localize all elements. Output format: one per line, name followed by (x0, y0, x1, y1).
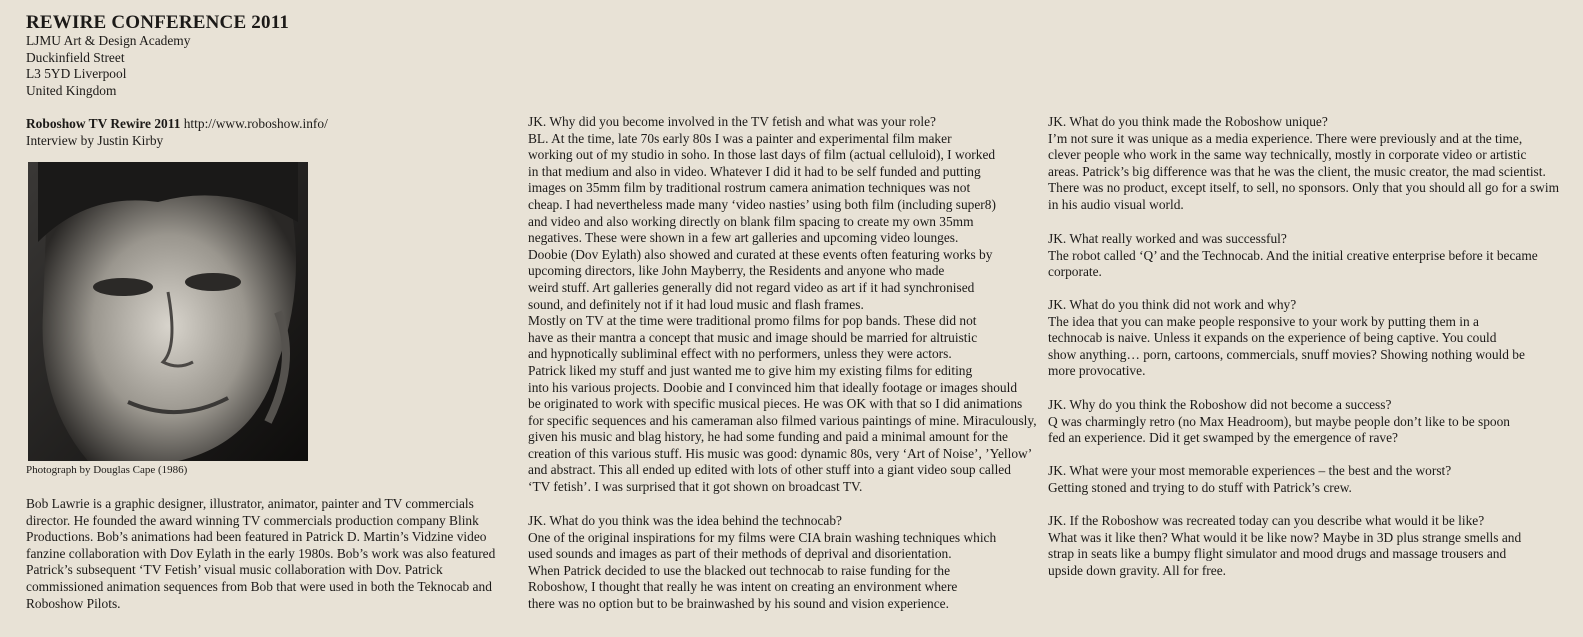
text-line: and abstract. This all ended up edited with lots of other stuff into a giant video soup called (528, 462, 1011, 478)
text-line: and video and also working directly on blank film spacing to create my own 35mm (528, 213, 974, 229)
text-line: One of the original inspirations for my films were CIA brain washing techniques which (528, 529, 997, 545)
interview-answer-memorable (1048, 463, 1451, 496)
question-line: JK. If the Roboshow was recreated today can you describe what would it be like? (1048, 513, 1485, 528)
text-line: corporate. (1048, 264, 1102, 280)
text-line: clever people who work in the same way technically, mostly in corporate video or artistic (1048, 147, 1527, 163)
website-link[interactable]: http://www.roboshow.info/ (180, 116, 328, 131)
interview-answer-unique (1048, 114, 1559, 214)
question-line: JK. What do you think did not work and why? (1048, 297, 1297, 312)
question-line: JK. Why did you become involved in the TV fetish and what was your role? (528, 114, 936, 129)
text-line: Roboshow, I thought that really he was intent on creating an environment where (528, 579, 958, 595)
interview-answer-tv-fetish (528, 114, 1037, 496)
question-line: JK. What do you think was the idea behind the technocab? (528, 513, 842, 528)
interview-answer-success (1048, 231, 1538, 281)
text-line: BL. At the time, late 70s early 80s I was a painter and experimental film maker (528, 130, 952, 146)
question-line: JK. What really worked and was successful? (1048, 231, 1287, 246)
interview-heading (26, 116, 328, 149)
question-line: JK. Why do you think the Roboshow did not become a success? (1048, 397, 1392, 412)
text-line: images on 35mm film by traditional rostrum camera animation techniques was not (528, 180, 971, 196)
text-line: in that medium and also in video. Whatever I did it had to be self funded and putting (528, 163, 981, 179)
text-line: Doobie (Dov Eylath) also showed and curated at these events often featuring works by (528, 246, 993, 262)
text-line: Getting stoned and trying to do stuff with Patrick’s crew. (1048, 479, 1352, 495)
text-line: I’m not sure it was unique as a media experience. There were previously and at the time, (1048, 130, 1523, 146)
text-line: negatives. These were shown in a few art galleries and upcoming video lounges. (528, 230, 959, 246)
text-line: and hypnotically subliminal effect with no performers, unless they were actors. (528, 346, 952, 362)
text-line: there was no option but to be brainwashed by his sound and vision experience. (528, 595, 949, 611)
address-line: Duckinfield Street (26, 49, 125, 65)
text-line: cheap. I had nevertheless made many ‘video nasties’ using both film (including super8) (528, 196, 996, 212)
address-line: United Kingdom (26, 82, 117, 98)
text-line: Patrick liked my stuff and just wanted me to give him my existing films for editing (528, 362, 973, 378)
interview-answer-no-success (1048, 397, 1510, 447)
question-line: JK. What do you think made the Roboshow unique? (1048, 114, 1328, 129)
text-line: weird stuff. Art galleries generally did not regard video as art if it had synchronised (528, 279, 975, 295)
text-line: There was no product, except itself, to sell, no sponsors. Only that you should all go for a swim (1048, 180, 1559, 196)
text-line: areas. Patrick’s big difference was that he was the client, the music creator, the mad scientist. (1048, 163, 1546, 179)
text-line: upcoming directors, like John Mayberry, the Residents and anyone who made (528, 263, 945, 279)
address-line: L3 5YD Liverpool (26, 66, 127, 82)
interview-answer-recreated (1048, 513, 1521, 579)
text-line: working out of my studio in soho. In those last days of film (actual celluloid), I worked (528, 147, 996, 163)
text-line: given his music and blag history, he had some funding and paid a minimal amount for the (528, 429, 1008, 445)
text-line: for specific sequences and his cameraman also filmed various paintings of mine. Miraculously, (528, 412, 1037, 428)
text-line: The robot called ‘Q’ and the Technocab. And the initial creative enterprise before it became (1048, 247, 1538, 263)
text-line: more provocative. (1048, 363, 1146, 379)
portrait-photo (28, 162, 308, 461)
address-line: LJMU Art & Design Academy (26, 33, 191, 48)
text-line: be originated to work with specific musical pieces. He was OK with that so I did animations (528, 396, 1023, 412)
text-line: have as their mantra a concept that music and image should be married for altruistic (528, 329, 978, 345)
text-line: technocab is naive. Unless it expands on the experience of being captive. You could (1048, 330, 1497, 346)
portrait-illustration (28, 162, 308, 461)
text-line: creation of this various stuff. His music was good: dynamic 80s, very ‘Art of Noise’, ’Yellow’ (528, 445, 1033, 461)
text-line: The idea that you can make people responsive to your work by putting them in a (1048, 313, 1479, 329)
text-line: When Patrick decided to use the blacked out technocab to raise funding for the (528, 562, 951, 578)
text-line: What was it like then? What would it be like now? Maybe in 3D plus strange smells and (1048, 529, 1522, 545)
text-line: used sounds and images as part of their methods of deprival and disorientation. (528, 546, 952, 562)
interview-title: Roboshow TV Rewire 2011 (26, 116, 181, 131)
address-block (26, 33, 190, 99)
photo-caption: Photograph by Douglas Cape (1986) (26, 464, 188, 476)
interview-answer-not-work (1048, 297, 1525, 380)
text-line: show anything… porn, cartoons, commercials, snuff movies? Showing nothing would be (1048, 346, 1525, 362)
text-line: fed an experience. Did it get swamped by the emergence of rave? (1048, 430, 1398, 446)
question-line: JK. What were your most memorable experiences – the best and the worst? (1048, 463, 1452, 478)
text-line: sound, and definitely not if it had loud music and flash frames. (528, 296, 864, 312)
text-line: upside down gravity. All for free. (1048, 562, 1227, 578)
text-line: ‘TV fetish’. I was surprised that it got shown on broadcast TV. (528, 479, 863, 495)
interview-answer-technocab (528, 513, 996, 613)
text-line: Mostly on TV at the time were traditional promo films for pop bands. These did not (528, 313, 977, 329)
bio-paragraph: Bob Lawrie is a graphic designer, illustrator, animator, painter and TV commercials director. He founded the award winning TV commercials production company Blink Productions. Bob’s animations had been featured in Patrick D. Martin’s Vidzine video fanzine collaboration with Dov Eylath in the early 1980s. Bob’s work was also featured Patrick’s subsequent ‘TV Fetish’ visual music collaboration with Dov. Patrick commissioned animation sequences from Bob that were used in both the Teknocab and Roboshow Pilots. (26, 496, 496, 611)
text-line: in his audio visual world. (1048, 196, 1184, 212)
text-line: strap in seats like a bumpy flight simulator and mood drugs and massage trousers and (1048, 546, 1507, 562)
text-line: Q was charmingly retro (no Max Headroom), but maybe people don’t like to be spoon (1048, 413, 1510, 429)
text-line: into his various projects. Doobie and I convinced him that ideally footage or images should (528, 379, 1018, 395)
interview-byline: Interview by Justin Kirby (26, 132, 164, 148)
conference-title: REWIRE CONFERENCE 2011 (26, 12, 290, 33)
